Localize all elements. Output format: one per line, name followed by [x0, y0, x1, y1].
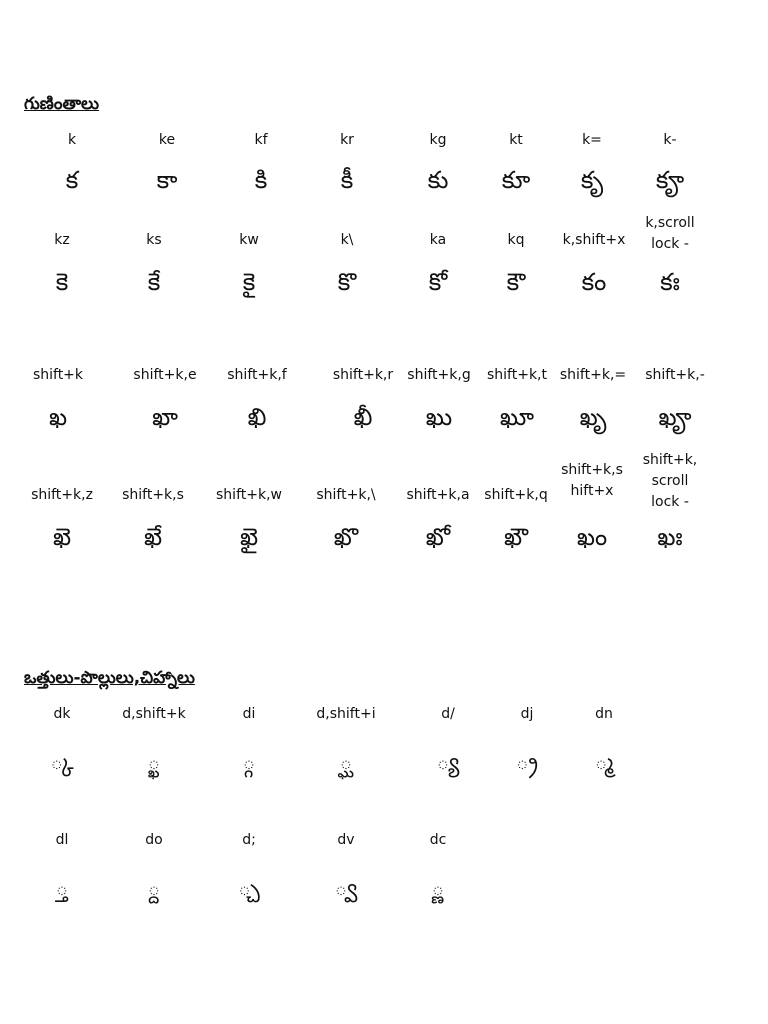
key-combo: kt — [509, 132, 523, 148]
telugu-glyph: ఖి — [247, 403, 267, 431]
key-combo: k= — [582, 132, 602, 148]
telugu-glyph: ఖీ — [353, 403, 373, 431]
telugu-sign: ్ర — [516, 750, 538, 775]
telugu-sign: ్ఖ — [147, 750, 161, 775]
key-combo: k,shift+x — [562, 232, 626, 248]
key-combo: shift+k,s — [122, 487, 184, 503]
key-combo: kg — [429, 132, 447, 148]
telugu-glyph: ఖృ — [579, 403, 607, 431]
key-combo: k,scroll lock - — [645, 215, 695, 252]
telugu-glyph: కె — [55, 268, 69, 296]
key-combo: kf — [254, 132, 268, 148]
telugu-sign: ్మ — [594, 750, 614, 775]
telugu-glyph: ఖ — [48, 403, 68, 431]
telugu-glyph: ఖః — [657, 523, 683, 551]
telugu-glyph: కీ — [340, 166, 354, 194]
key-combo: shift+k,a — [406, 487, 470, 503]
key-combo: d; — [242, 832, 256, 848]
key-combo: shift+k,f — [227, 367, 287, 383]
key-combo: shift+k,s hift+x — [561, 462, 623, 499]
key-combo: kz — [54, 232, 70, 248]
key-combo: dv — [337, 832, 355, 848]
telugu-glyph: కై — [242, 268, 256, 296]
key-combo: kw — [239, 232, 259, 248]
key-combo: shift+k,g — [407, 367, 471, 383]
key-combo: shift+k,t — [486, 367, 547, 383]
key-combo: di — [242, 706, 256, 722]
telugu-glyph: కొ — [337, 268, 357, 296]
key-combo: shift+k, scroll lock - — [642, 452, 698, 510]
key-combo: shift+k,= — [559, 367, 627, 383]
telugu-glyph: కౄ — [655, 166, 685, 194]
telugu-glyph: కు — [427, 166, 449, 194]
telugu-glyph: కః — [660, 268, 680, 296]
key-combo: shift+k,r — [332, 367, 394, 383]
key-combo: shift+k,- — [645, 367, 705, 383]
telugu-glyph: క — [65, 166, 79, 194]
key-combo: d,shift+k — [122, 706, 186, 722]
key-combo: dl — [55, 832, 69, 848]
telugu-glyph: ఖొ — [333, 523, 359, 551]
key-combo: ks — [146, 232, 162, 248]
telugu-sign: ్గ — [242, 750, 256, 775]
key-combo: dc — [429, 832, 447, 848]
section-title-guninthalu: గుణింతాలు — [24, 94, 99, 114]
key-combo: k- — [663, 132, 677, 148]
telugu-glyph: కో — [428, 268, 448, 296]
telugu-glyph: ఖౌ — [503, 523, 529, 551]
key-combo: dj — [520, 706, 534, 722]
key-combo: d,shift+i — [316, 706, 376, 722]
key-combo: shift+k,q — [484, 487, 548, 503]
telugu-sign: ్య — [436, 750, 460, 775]
key-combo: ka — [429, 232, 447, 248]
key-combo: shift+k,\ — [316, 487, 376, 503]
telugu-sign: ్క — [50, 750, 74, 775]
telugu-glyph: ఖం — [576, 523, 608, 551]
telugu-glyph: ఖూ — [499, 403, 535, 431]
key-combo: d/ — [441, 706, 455, 722]
telugu-glyph: ఖై — [239, 523, 259, 551]
telugu-sign: ్వ — [334, 876, 358, 901]
key-combo: kq — [507, 232, 525, 248]
section-title-vatthulu: ఒత్తులు-పొల్లులు,చిహ్నాలు — [24, 668, 195, 688]
key-combo: do — [145, 832, 163, 848]
telugu-glyph: ఖు — [425, 403, 453, 431]
telugu-glyph: కా — [156, 166, 178, 194]
telugu-glyph: కి — [254, 166, 268, 194]
key-combo: k — [67, 132, 77, 148]
key-combo: shift+k,w — [216, 487, 282, 503]
telugu-glyph: కం — [581, 268, 607, 296]
key-combo: k\ — [340, 232, 354, 248]
key-combo: shift+k — [32, 367, 84, 383]
telugu-glyph: ఖౄ — [658, 403, 692, 431]
telugu-sign: ్ఘ — [339, 750, 353, 775]
telugu-glyph: ఖే — [143, 523, 163, 551]
telugu-glyph: కృ — [580, 166, 604, 194]
key-combo: shift+k,z — [31, 487, 93, 503]
key-combo: kr — [340, 132, 354, 148]
key-combo: ke — [158, 132, 176, 148]
telugu-glyph: కౌ — [506, 268, 526, 296]
telugu-sign: ్ణ — [431, 876, 445, 901]
telugu-glyph: ఖె — [52, 523, 72, 551]
telugu-sign: ్త — [55, 876, 69, 901]
key-combo: dn — [595, 706, 613, 722]
telugu-sign: ్చ — [238, 876, 260, 901]
key-combo: dk — [53, 706, 71, 722]
key-combo: shift+k,e — [133, 367, 197, 383]
telugu-glyph: కూ — [501, 166, 531, 194]
telugu-glyph: కే — [147, 268, 161, 296]
telugu-glyph: ఖా — [152, 403, 178, 431]
telugu-sign: ్ద — [147, 876, 161, 901]
telugu-glyph: ఖో — [425, 523, 451, 551]
